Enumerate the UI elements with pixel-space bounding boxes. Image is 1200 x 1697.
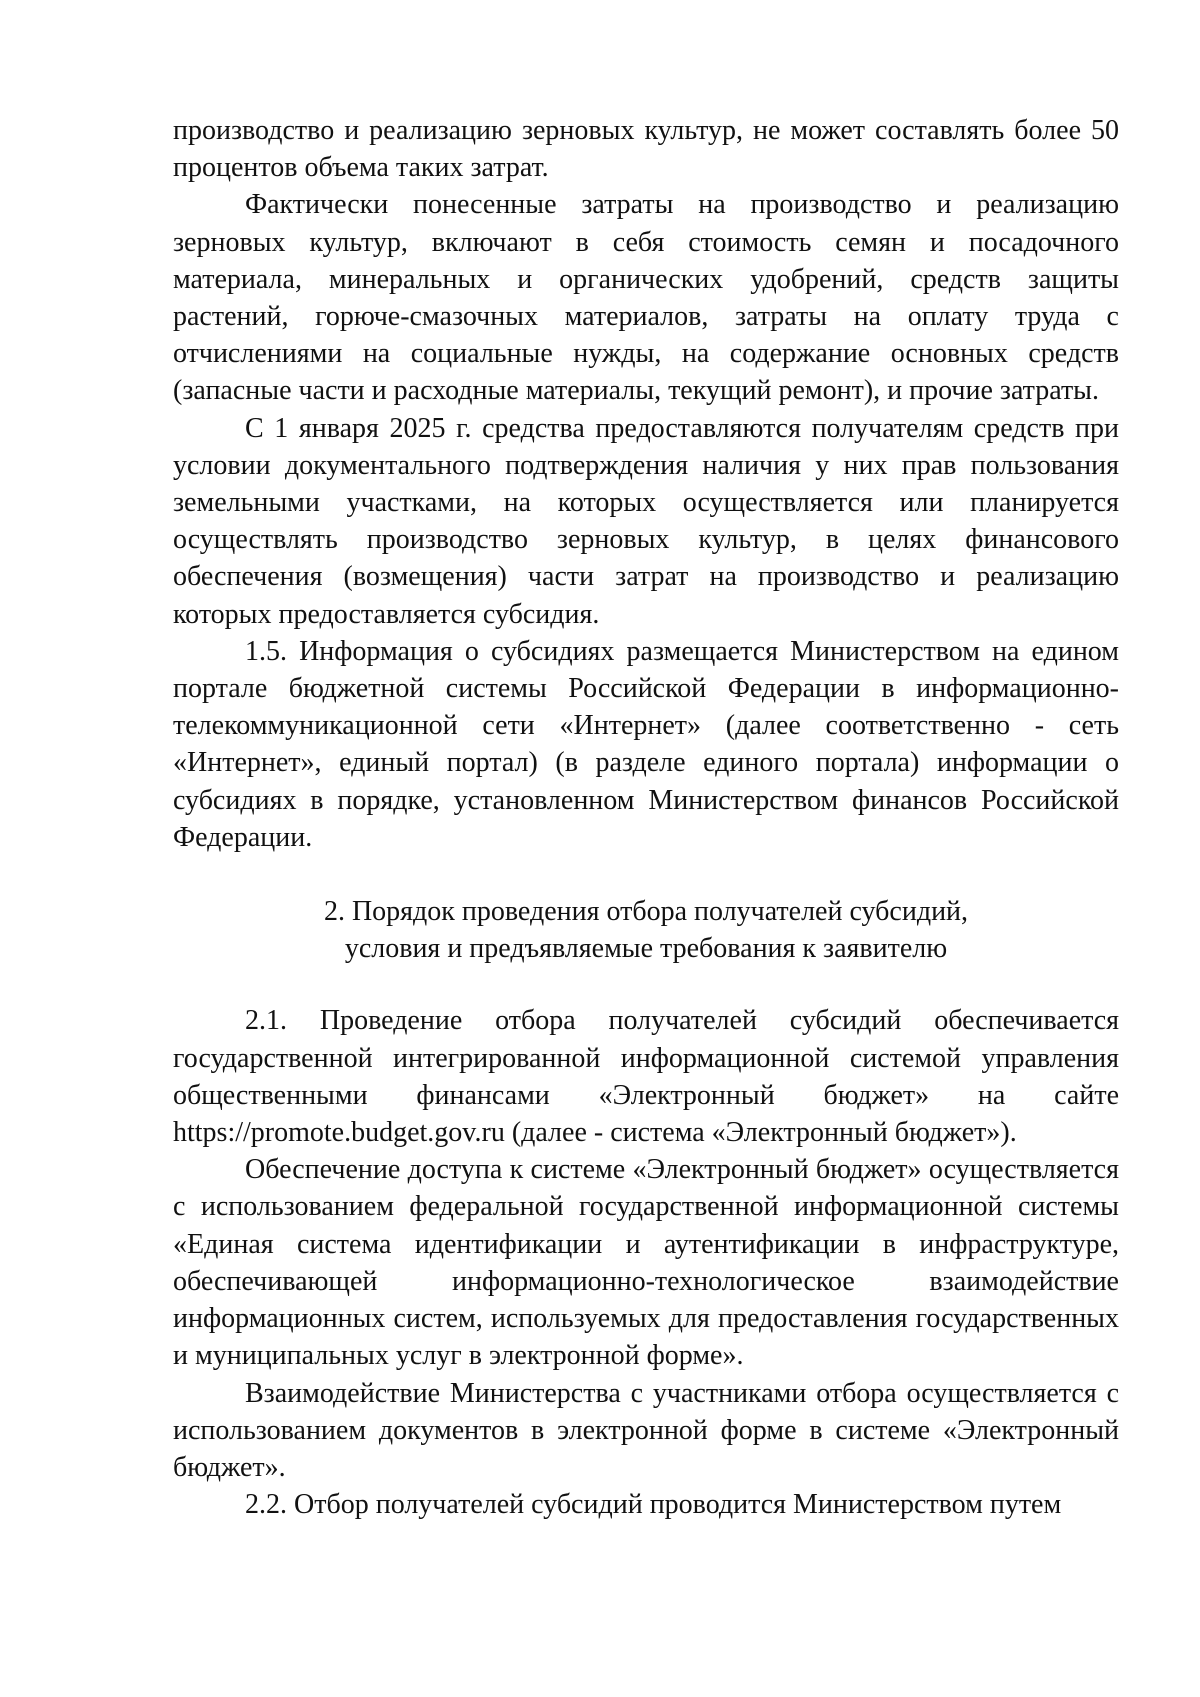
document-body	[173, 112, 1119, 1523]
paragraph-access: Обеспечение доступа к системе «Электронный бюджет» осуществляется с использованием федеральной государственной информационной системы «Единая система идентификации и аутентификации в инфраструктуре, обеспечивающей информационно-технологическое взаимодействие информационных систем, используемых для предоставления государственных и муниципальных услуг в электронной форме».	[173, 1154, 1119, 1372]
paragraph-continuation: производство и реализацию зерновых культур, не может составлять более 50 процентов объема таких затрат.	[173, 115, 1119, 184]
section-2-heading-line-1: 2. Порядок проведения отбора получателей субсидий,	[323, 896, 969, 928]
paragraph-land-rights: С 1 января 2025 г. средства предоставляются получателям средств при условии документального подтверждения наличия у них прав пользования земельными участками, на которых осуществляется или планируется осуществлять производство зерновых культур, в целях финансового обеспечения (возмещения) части затрат на производство и реализацию которых предоставляется субсидия.	[173, 412, 1119, 630]
paragraph-interaction: Взаимодействие Министерства с участниками отбора осуществляется с использованием документов в электронной форме в системе «Электронный бюджет».	[173, 1377, 1119, 1483]
section-2-heading-line-2: условия и предъявляемые требования к заявителю	[344, 933, 948, 965]
paragraph-2-2: 2.2. Отбор получателей субсидий проводится Министерством путем	[245, 1489, 1062, 1521]
section-2-heading	[173, 893, 1119, 967]
paragraph-1-5: 1.5. Информация о субсидиях размещается Министерством на едином портале бюджетной системы Российской Федерации в информационно-телекоммуникационной сети «Интернет» (далее соответственно - сеть «Интернет», единый портал) (в разделе единого портала) информации о субсидиях в порядке, установленном Министерством финансов Российской Федерации.	[173, 635, 1119, 853]
paragraph-actual-costs: Фактически понесенные затраты на производство и реализацию зерновых культур, включают в себя стоимость семян и посадочного материала, минеральных и органических удобрений, средств защиты растений, горюче-смазочных материалов, затраты на оплату труда с отчислениями на социальные нужды, на содержание основных средств (запасные части и расходные материалы, текущий ремонт), и прочие затраты.	[173, 189, 1119, 407]
paragraph-2-1: 2.1. Проведение отбора получателей субсидий обеспечивается государственной интегрированной информационной системой управления общественными финансами «Электронный бюджет» на сайте https://promote.budget.gov.ru (далее - система «Электронный бюджет»).	[173, 1005, 1119, 1149]
